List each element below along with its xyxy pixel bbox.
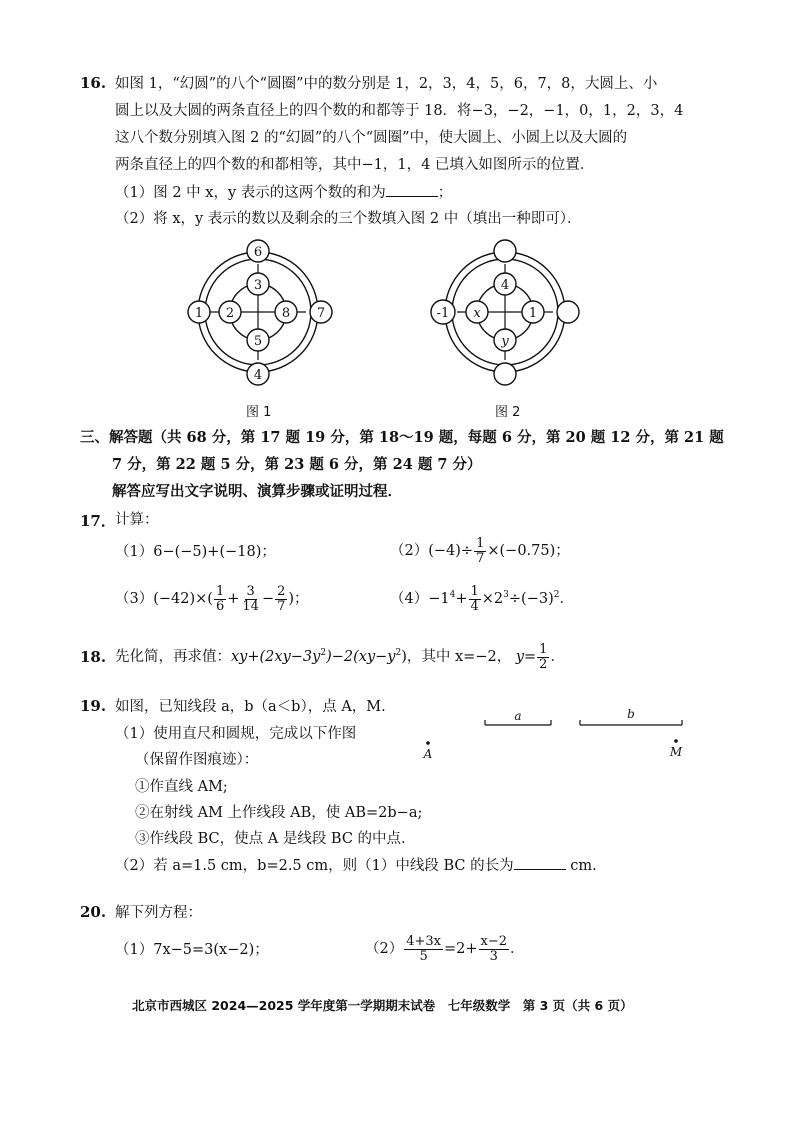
q16-line1: 如图 1，“幻圆”的八个“圆圈”中的数分别是 1，2，3，4，5，6，7，8，大圆上、小 <box>115 76 658 92</box>
q16-answer-blank[interactable] <box>386 182 438 197</box>
q17-part1: （1）6−(−5)+(−18)； <box>115 544 276 560</box>
q19-sub2: （2）若 a=1.5 cm，b=2.5 cm，则（1）中线段 BC 的长为 cm. <box>115 855 597 876</box>
q17-p4-a: （4）−1 <box>390 591 450 607</box>
q19-answer-blank[interactable] <box>514 855 566 870</box>
q20-number: 20. <box>80 903 107 921</box>
q17-p4-fraction: $\frac{1}{4}$ <box>470 583 479 614</box>
fig1-inner-top-number: 3 <box>253 278 263 293</box>
fig2-inner-right-number: 1 <box>528 306 538 321</box>
figure-1-magic-circle <box>180 236 340 396</box>
q19-intro: 如图，已知线段 a，b（a＜b），点 A，M. <box>115 699 386 715</box>
q20-p2-a: （2） <box>365 941 404 957</box>
q20-fraction-right: $\frac{x-2}{3}$ <box>480 933 508 964</box>
q17-p2-fraction: $\frac{1}{7}$ <box>476 535 485 566</box>
q17-p3-a: （3）(−42)×( <box>115 591 213 607</box>
figure-1-label: 图 1 <box>246 405 272 420</box>
fig2-inner-bottom-y: y <box>501 334 509 349</box>
q18-intro: 先化简，再求值： <box>115 649 231 665</box>
q17-p3-frac2: $\frac{3}{14}$ <box>242 583 259 614</box>
q17-part2 <box>390 536 570 566</box>
q16-line4: 两条直径上的四个数的和都相等，其中−1，1，4 已填入如图所示的位置． <box>115 157 595 173</box>
fig1-left-number: 1 <box>194 306 204 321</box>
fig1-bottom-number: 4 <box>253 368 263 383</box>
page-footer: 北京市西城区 2024—2025 学年度第一学期期末试卷 七年级数学 第 3 页（共 6 页） <box>132 998 633 1013</box>
q17-number: 17． <box>80 512 116 530</box>
q17-intro: 计算： <box>115 512 159 528</box>
q20-part2: （2） $\frac{4+3x}{5}$ =2+ $\frac{x-2}{3}$ ． <box>365 933 525 964</box>
q20-intro: 解下列方程： <box>115 905 202 921</box>
q16-sub1-end: ； <box>437 185 453 201</box>
q19-sub2-text: （2）若 a=1.5 cm，b=2.5 cm，则（1）中线段 BC 的长为 <box>115 858 514 874</box>
q17-p3-frac1: $\frac{1}{6}$ <box>215 583 225 614</box>
q19-number: 19. <box>80 697 107 715</box>
section3-note: 解答应写出文字说明、演算步骤或证明过程． <box>112 483 402 500</box>
q17-p2-b: ×(−0.75)； <box>487 543 570 559</box>
q20-fraction-left: $\frac{4+3x}{5}$ <box>406 933 442 964</box>
q16-sub1 <box>115 182 452 203</box>
fig1-top-number: 6 <box>253 245 263 260</box>
fig1-inner-left-number: 2 <box>225 306 235 321</box>
q16-line3: 这八个数分别填入图 2 的“幻圆”的八个“圆圈”中，使大圆上、小圆上以及大圆的 <box>115 130 628 146</box>
point-A-label: A <box>423 747 433 761</box>
q16-line2: 圆上以及大圆的两条直径上的四个数的和都等于 18．将−3，−2，−1，0，1，2，3，4 <box>115 103 684 119</box>
segment-a-label: a <box>514 709 522 723</box>
q19-step3: ③作线段 BC，使点 A 是线段 BC 的中点. <box>135 831 406 847</box>
q17-p2-a: （2）(−4)÷ <box>390 543 474 559</box>
q19-step1: ①作直线 AM; <box>135 779 228 795</box>
fig2-left-number: -1 <box>436 306 450 321</box>
segment-b-label: b <box>627 707 635 721</box>
figure-2-magic-circle <box>427 236 587 396</box>
fig2-inner-top-number: 4 <box>500 278 510 293</box>
q18-number: 18. <box>80 648 107 666</box>
q17-part3: （3）(−42)×( $\frac{1}{6}$ + $\frac{3}{14}$ − $\frac{2}{7}$ )； <box>115 583 309 614</box>
q19-sub1b: （保留作图痕迹）： <box>135 752 259 768</box>
q16-sub1-text: （1）图 2 中 x，y 表示的这两个数的和为 <box>115 185 386 201</box>
fig1-inner-right-number: 8 <box>281 306 291 321</box>
section3-title-line2: 7 分，第 22 题 5 分，第 23 题 6 分，第 24 题 7 分） <box>112 456 482 473</box>
q19-sub1a: （1）使用直尺和圆规，完成以下作图 <box>115 726 357 742</box>
q20-part1: （1）7x−5=3(x−2)； <box>115 942 269 958</box>
figure-2-label: 图 2 <box>495 405 521 420</box>
q16-number: 16. <box>80 74 107 92</box>
q19-segments-figure <box>415 705 695 765</box>
q17-part4: $(4)-1^4+$ $\frac{1}{4}$ $\times 2^3\div(-3)^2$． <box>390 583 574 614</box>
q19-step2: ②在射线 AM 上作线段 AB，使 AB=2b−a; <box>135 805 423 821</box>
fig1-right-number: 7 <box>316 306 326 321</box>
q18-fraction: $\frac{1}{2}$ <box>539 641 548 672</box>
fig1-inner-bottom-number: 5 <box>253 334 263 349</box>
q17-p3-frac3: $\frac{2}{7}$ <box>277 583 286 614</box>
point-M-label: M <box>669 745 683 759</box>
q18-text: 先化简，再求值：$xy+(2xy-3y^2)-2(xy-y^2)$，其中 x=−2， y= $\frac{1}{2}$ ． <box>115 641 565 672</box>
section3-title: 三、解答题（共 68 分，第 17 题 19 分，第 18～19 题，每题 6 分，第 20 题 12 分，第 21 题 <box>80 429 724 446</box>
q16-sub2: （2）将 x，y 表示的数以及剩余的三个数填入图 2 中（填出一种即可）． <box>115 211 582 227</box>
fig2-inner-left-x: x <box>473 306 481 321</box>
